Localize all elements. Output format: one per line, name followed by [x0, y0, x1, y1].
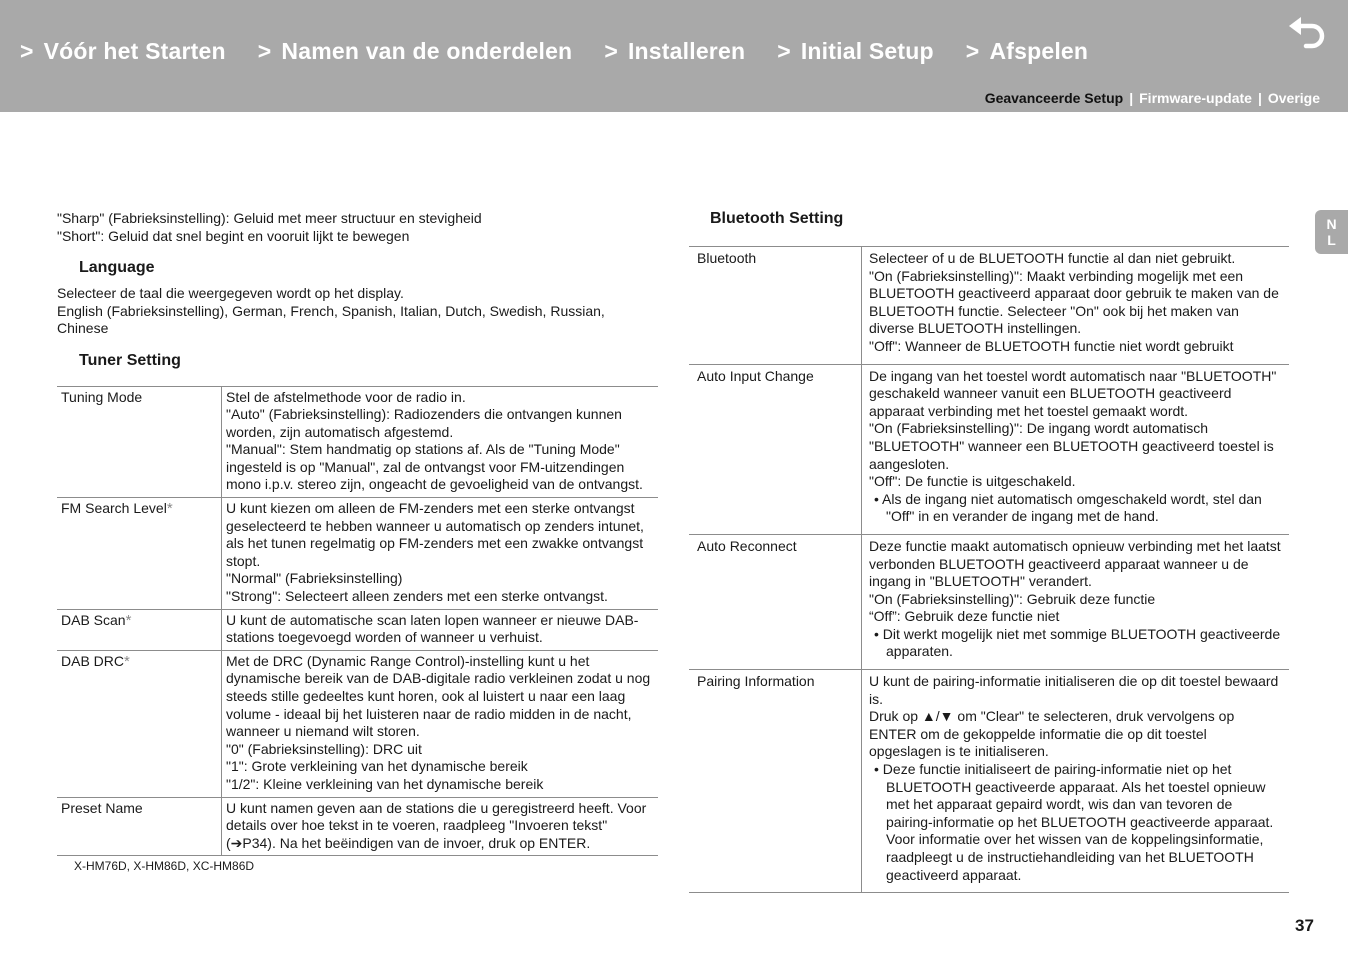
table-row [57, 797, 658, 856]
setting-description [862, 670, 1290, 893]
setting-name [57, 797, 222, 856]
setting-description [222, 498, 659, 610]
table-row [57, 498, 658, 610]
language-tab-letter: N [1326, 216, 1337, 232]
setting-name: Auto Input Change [689, 364, 862, 534]
setting-description [222, 609, 659, 650]
right-column [689, 210, 1289, 893]
bullet-text: Als de ingang niet automatisch omgeschakeld wordt, stel dan "Off" in en verander de ingang met de hand. [882, 490, 1262, 525]
subnav-separator: | [1129, 90, 1134, 106]
tuner-setting-heading: Tuner Setting [79, 351, 181, 369]
setting-description [222, 797, 659, 856]
description-line: "Normal" (Fabrieksinstelling) [226, 570, 403, 587]
asterisk-mark: * [125, 611, 132, 629]
setting-label: Preset Name [61, 799, 143, 816]
description-line: "Strong": Selecteert alleen zenders met een sterke ontvangst. [226, 588, 608, 605]
chevron-right-icon: > [604, 38, 618, 64]
description-line: "1/2": Kleine verkleining van het dynamische bereik [226, 775, 544, 792]
setting-name: Pairing Information [689, 670, 862, 893]
sub-navigation [985, 90, 1320, 106]
nav-label: Initial Setup [800, 38, 934, 64]
table-row [689, 670, 1289, 893]
nav-afspelen[interactable] [966, 38, 1088, 65]
bullet-note: • Deze functie initialiseert de pairing-informatie niet op het BLUETOOTH geactiveerde apparaat. Als het toestel opnieuw met het apparaat gepaird wordt, wis dan van tevoren de pairing-informatie op het BLUETOOTH geactiveerde apparaat. Voor informatie over het wissen van de koppelingsinformatie, raadpleegt u de instructiehandleiding van het BLUETOOTH geactiveerd apparaat. [874, 761, 1274, 883]
tuner-settings-table [57, 386, 658, 857]
description-line: "On (Fabrieksinstelling)": Maakt verbinding mogelijk met een BLUETOOTH geactiveerd apparaat door gebruik te maken van de BLUETOOTH functie. Selecteer "On" ook bij het maken van diverse BLUETOOTH instellingen. [869, 267, 1279, 337]
bullet-text: Dit werkt mogelijk niet met sommige BLUETOOTH geactiveerde apparaten. [882, 625, 1281, 660]
asterisk-mark: * [124, 652, 130, 670]
table-row [57, 609, 658, 650]
setting-label: Tuning Mode [61, 388, 143, 405]
table-row [689, 247, 1289, 365]
nav-initial-setup[interactable] [777, 38, 934, 65]
description-line: "Off": De functie is uitgeschakeld. [869, 473, 1076, 490]
description-line: U kunt kiezen om alleen de FM-zenders met een sterke ontvangst geselecteerd te hebben wanneer u automatisch op zenders intunet, als het tunen regelmatig op FM-zenders met een zwakke ontvangst stopt. [226, 500, 644, 569]
setting-name: Bluetooth [689, 247, 862, 365]
subnav-firmware-update[interactable]: Firmware-update [1139, 90, 1252, 106]
top-navigation-bar [0, 0, 1348, 112]
description-line: "1": Grote verkleining van het dynamische bereik [226, 758, 528, 775]
intro-line: "Sharp" (Fabrieksinstelling): Geluid met meer structuur en stevigheid [57, 210, 482, 226]
chevron-right-icon: > [777, 38, 791, 64]
description-line: "On (Fabrieksinstelling)": Gebruik deze functie [869, 590, 1156, 607]
intro-text [57, 210, 658, 245]
subnav-separator: | [1257, 90, 1262, 106]
description-line: Met de DRC (Dynamic Range Control)-instelling kunt u het dynamische bereik van de DAB-digitale radio verkleinen zodat u nog steeds stille gedeeltes kunt horen, ook al luistert u naar een laag volume - ideaal bij het luisteren naar de radio midden in de nacht, wanneer u niemand wilt storen. [226, 652, 651, 740]
nav-namen-van-de-onderdelen[interactable] [258, 38, 573, 65]
page-number: 37 [1295, 916, 1314, 935]
chevron-right-icon: > [965, 38, 980, 64]
subnav-overige[interactable]: Overige [1267, 90, 1320, 106]
setting-description [862, 534, 1290, 669]
description-line: "On (Fabrieksinstelling)": De ingang wordt automatisch "BLUETOOTH" wanneer een BLUETOOTH geactiveerd toestel is aangesloten. [869, 420, 1274, 472]
language-heading: Language [79, 259, 155, 276]
setting-description [862, 364, 1290, 534]
table-row [57, 386, 658, 498]
description-line: Deze functie maakt automatisch opnieuw verbinding met het laatst verbonden BLUETOOTH geactiveerd apparaat wanneer u de ingang in "BLUETOOTH" verandert. [869, 537, 1281, 590]
bullet-note: • Dit werkt mogelijk niet met sommige BLUETOOTH geactiveerde apparaten. [874, 625, 1281, 660]
bluetooth-settings-table [689, 246, 1289, 893]
language-line: Selecteer de taal die weergegeven wordt op het display. [57, 285, 404, 301]
setting-label: DAB DRC [61, 652, 125, 669]
setting-name: Auto Reconnect [689, 534, 862, 669]
bullet-note: • Als de ingang niet automatisch omgeschakeld wordt, stel dan "Off" in en verander de ingang met de hand. [874, 490, 1262, 525]
setting-description [862, 247, 1290, 365]
setting-name [57, 498, 222, 610]
setting-description [222, 386, 659, 498]
nav-label: Vóór het Starten [43, 38, 226, 64]
intro-line: "Short": Geluid dat snel begint en vooruit lijkt te bewegen [57, 227, 410, 244]
back-button[interactable] [1286, 14, 1330, 54]
setting-description [222, 650, 659, 797]
nav-label: Afspelen [989, 38, 1089, 64]
model-footnote: X-HM76D, X-HM86D, XC-HM86D [74, 859, 255, 874]
left-column [57, 210, 658, 873]
return-arrow-icon [1286, 14, 1330, 54]
description-line: Druk op ▲/▼ om "Clear" te selecteren, druk vervolgens op ENTER om de gekoppelde informatie die op dit toestel opgeslagen is te initialiseren. [869, 708, 1235, 760]
nav-label: Installeren [627, 38, 746, 64]
chevron-right-icon: > [20, 38, 34, 64]
description-line: U kunt namen geven aan de stations die u geregistreerd heeft. Voor details over hoe tekst in te voeren, raadpleeg "Invoeren tekst" (➔P34). Na het beëindigen van de invoer, druk op ENTER. [226, 799, 647, 851]
description-line: U kunt de automatische scan laten lopen wanneer er nieuwe DAB-stations toegevoegd worden of wanneer u verhuist. [226, 611, 639, 646]
setting-label: FM Search Level [61, 500, 167, 517]
description-line: "Manual": Stem handmatig op stations af. Als de "Tuning Mode" ingesteld is op "Manual", zal de ontvangst voor FM-uitzendingen mono i.p.v. stereo zijn, ongeacht de gevoeligheid van de ontvangst. [226, 441, 643, 493]
description-line: U kunt de pairing-informatie initialiseren die op dit toestel bewaard is. [869, 673, 1279, 707]
nav-label: Namen van de onderdelen [281, 38, 573, 64]
description-line: "Off": Wanneer de BLUETOOTH functie niet wordt gebruikt [869, 337, 1234, 354]
subnav-geavanceerde-setup[interactable]: Geavanceerde Setup [984, 90, 1124, 106]
table-row [689, 364, 1289, 534]
setting-name [57, 650, 222, 797]
nav-installeren[interactable] [604, 38, 745, 65]
table-row [689, 534, 1289, 669]
setting-name [57, 609, 222, 650]
asterisk-mark: * [166, 500, 173, 518]
language-tab[interactable] [1315, 210, 1348, 254]
description-line: Stel de afstelmethode voor de radio in. [226, 388, 466, 405]
nav-voor-het-starten[interactable] [20, 38, 226, 65]
description-line: Selecteer of u de BLUETOOTH functie al dan niet gebruikt. [869, 250, 1236, 266]
chevron-right-icon: > [257, 38, 272, 64]
bluetooth-setting-heading: Bluetooth Setting [710, 210, 844, 227]
table-row [57, 650, 658, 797]
language-text [57, 285, 658, 338]
setting-label: DAB Scan [61, 611, 126, 628]
language-tab-letter: L [1327, 232, 1336, 248]
setting-name [57, 386, 222, 498]
bullet-text: Deze functie initialiseert de pairing-informatie niet op het BLUETOOTH geactiveerde apparaat. Als het toestel opnieuw met het apparaat gepaird wordt, wis dan van tevoren de pairing-informatie op het BLUETOOTH geactiveerde apparaat. Voor informatie over het wissen van de koppelingsinformatie, raadpleegt u de instructiehandleiding van het BLUETOOTH geactiveerd apparaat. [882, 761, 1274, 883]
language-line: English (Fabrieksinstelling), German, French, Spanish, Italian, Dutch, Swedish, Russian, Chinese [57, 302, 605, 336]
description-line: “Off”: Gebruik deze functie niet [869, 608, 1060, 625]
main-nav [20, 38, 1120, 65]
description-line: "Auto" (Fabrieksinstelling): Radiozenders die ontvangen kunnen worden, zijn automatisch afgestemd. [226, 406, 622, 440]
description-line: "0" (Fabrieksinstelling): DRC uit [226, 740, 422, 757]
description-line: De ingang van het toestel wordt automatisch naar "BLUETOOTH" geschakeld wanneer vanuit een BLUETOOTH geactiveerd apparaat verbinding met het toestel gemaakt wordt. [869, 367, 1277, 419]
